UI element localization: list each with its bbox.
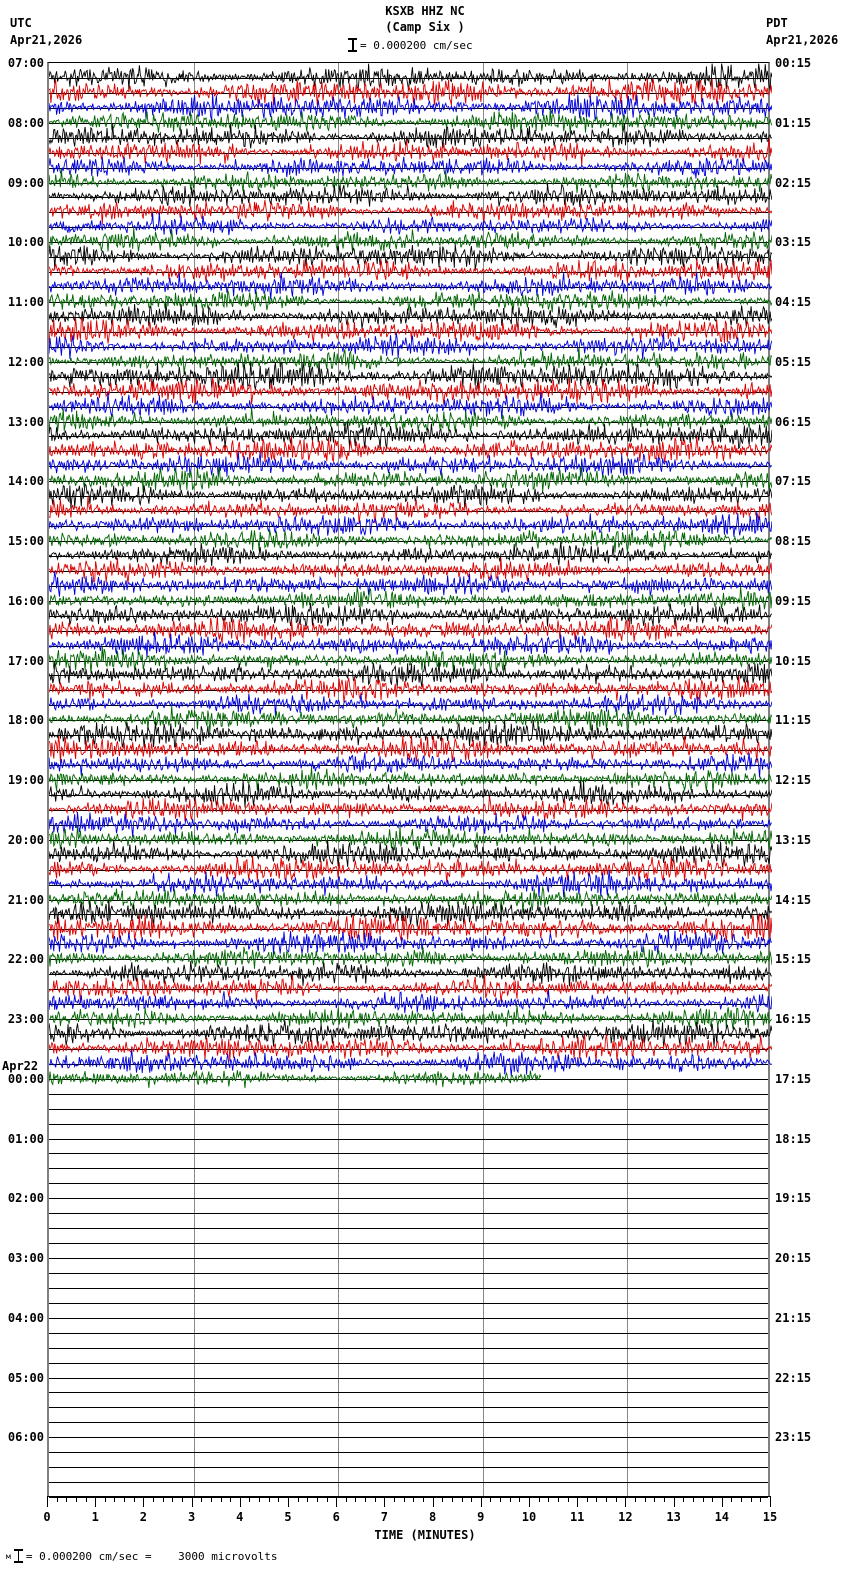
trace-baseline bbox=[49, 690, 768, 691]
trace-baseline bbox=[49, 840, 768, 841]
left-hour-label: 07:00 bbox=[7, 56, 44, 70]
left-hour-label: 17:00 bbox=[7, 653, 44, 668]
trace-baseline bbox=[49, 242, 768, 243]
trace-baseline bbox=[49, 108, 768, 109]
right-hour-label: 21:15 bbox=[775, 1310, 812, 1325]
trace-baseline bbox=[49, 1049, 768, 1050]
right-hour-label: 14:15 bbox=[775, 892, 812, 907]
left-hour-label: 13:00 bbox=[7, 414, 44, 429]
right-hour-label: 08:15 bbox=[775, 534, 812, 548]
trace-baseline bbox=[49, 332, 768, 333]
right-hour-label: 13:15 bbox=[775, 832, 812, 847]
station-subtitle: (Camp Six ) bbox=[385, 20, 465, 34]
footer-text: = 0.000200 cm/sec = 3000 microvolts bbox=[25, 1549, 278, 1563]
trace-baseline bbox=[49, 1363, 768, 1364]
right-hour-label: 11:15 bbox=[775, 713, 812, 728]
x-tick-minor bbox=[163, 1496, 164, 1502]
trace-baseline bbox=[49, 392, 768, 393]
x-tick-minor bbox=[57, 1496, 58, 1502]
x-tick-major bbox=[577, 1496, 578, 1507]
right-hour-label: 04:15 bbox=[775, 295, 812, 309]
x-tick-minor bbox=[394, 1496, 395, 1502]
trace-baseline bbox=[49, 914, 768, 915]
x-tick-minor bbox=[693, 1496, 694, 1502]
trace-baseline bbox=[49, 601, 768, 602]
x-tick-label: 5 bbox=[284, 1510, 292, 1524]
trace-baseline bbox=[49, 616, 768, 617]
trace-baseline bbox=[49, 422, 768, 423]
left-hour-label: 06:00 bbox=[7, 1430, 44, 1445]
trace-baseline bbox=[49, 1168, 768, 1169]
x-tick-minor bbox=[741, 1496, 742, 1502]
trace-baseline bbox=[49, 1213, 768, 1214]
left-hour-label: 19:00 bbox=[7, 773, 44, 787]
trace-baseline bbox=[49, 750, 768, 751]
trace-baseline bbox=[49, 407, 768, 408]
left-hour-label: 10:00 bbox=[7, 235, 44, 250]
trace-baseline bbox=[49, 481, 768, 482]
left-hour-label: 22:00 bbox=[7, 952, 44, 967]
trace-baseline bbox=[49, 466, 768, 467]
trace-baseline bbox=[49, 1467, 768, 1468]
x-tick-minor bbox=[471, 1496, 472, 1502]
x-tick-minor bbox=[490, 1496, 491, 1502]
x-tick-minor bbox=[616, 1496, 617, 1502]
trace-baseline bbox=[49, 795, 768, 796]
trace-baseline bbox=[49, 780, 768, 781]
trace-baseline bbox=[49, 1422, 768, 1423]
x-tick-minor bbox=[211, 1496, 212, 1502]
x-tick-minor bbox=[66, 1496, 67, 1502]
trace-baseline bbox=[49, 317, 768, 318]
trace-baseline bbox=[49, 1392, 768, 1393]
x-tick-label: 1 bbox=[91, 1510, 99, 1524]
left-timezone: UTC bbox=[10, 16, 32, 30]
x-tick-label: 3 bbox=[187, 1510, 196, 1524]
trace-baseline bbox=[49, 1198, 768, 1199]
x-tick-minor bbox=[182, 1496, 183, 1502]
x-tick-minor bbox=[664, 1496, 665, 1502]
x-tick-minor bbox=[307, 1496, 308, 1502]
x-tick-minor bbox=[317, 1496, 318, 1502]
right-hour-label: 23:15 bbox=[775, 1430, 812, 1445]
left-hour-label: 01:00 bbox=[7, 1131, 44, 1146]
x-tick-label: 15 bbox=[762, 1510, 778, 1524]
trace-baseline bbox=[49, 1139, 768, 1140]
trace-baseline bbox=[49, 1034, 768, 1035]
x-tick-major bbox=[240, 1496, 241, 1507]
trace-baseline bbox=[49, 1183, 768, 1184]
left-hour-label: 21:00 bbox=[7, 892, 44, 907]
x-tick-minor bbox=[404, 1496, 405, 1502]
x-tick-minor bbox=[124, 1496, 125, 1502]
trace-baseline bbox=[49, 1258, 768, 1259]
x-tick-minor bbox=[413, 1496, 414, 1502]
x-tick-minor bbox=[596, 1496, 597, 1502]
x-tick-major bbox=[481, 1496, 482, 1507]
scale-bar-text: = 0.000200 cm/sec bbox=[360, 38, 473, 52]
x-tick-minor bbox=[134, 1496, 135, 1502]
trace-baseline bbox=[49, 212, 768, 213]
right-hour-label: 17:15 bbox=[775, 1071, 812, 1086]
left-hour-label: 09:00 bbox=[7, 175, 44, 190]
trace-baseline bbox=[49, 138, 768, 139]
trace-baseline bbox=[49, 1318, 768, 1319]
left-hour-label: 23:00 bbox=[7, 1012, 44, 1026]
x-tick-minor bbox=[423, 1496, 424, 1502]
trace-baseline bbox=[49, 1124, 768, 1125]
right-hour-label: 16:15 bbox=[775, 1012, 812, 1026]
x-axis-title: TIME (MINUTES) bbox=[374, 1528, 476, 1542]
x-tick-minor bbox=[558, 1496, 559, 1502]
x-tick-minor bbox=[510, 1496, 511, 1502]
x-tick-major bbox=[433, 1496, 434, 1507]
x-tick-label: 6 bbox=[332, 1510, 340, 1524]
trace-baseline bbox=[49, 287, 768, 288]
x-axis-line bbox=[47, 1496, 770, 1497]
trace-baseline bbox=[49, 675, 768, 676]
x-tick-major bbox=[384, 1496, 385, 1507]
trace-baseline bbox=[49, 526, 768, 527]
x-tick-minor bbox=[548, 1496, 549, 1502]
trace-baseline bbox=[49, 272, 768, 273]
trace-baseline bbox=[49, 1497, 768, 1498]
left-hour-label: 00:00 bbox=[7, 1071, 44, 1086]
trace-baseline bbox=[49, 1153, 768, 1154]
trace-baseline bbox=[49, 183, 768, 184]
x-tick-minor bbox=[568, 1496, 569, 1502]
left-hour-label: 03:00 bbox=[7, 1251, 44, 1265]
x-tick-label: 13 bbox=[666, 1510, 681, 1524]
x-tick-label: 8 bbox=[428, 1510, 437, 1524]
trace-baseline bbox=[49, 929, 768, 930]
trace-baseline bbox=[49, 661, 768, 662]
x-tick-major bbox=[336, 1496, 337, 1507]
right-hour-label: 05:15 bbox=[775, 354, 812, 369]
x-tick-minor bbox=[346, 1496, 347, 1502]
x-tick-minor bbox=[712, 1496, 713, 1502]
trace-baseline bbox=[49, 720, 768, 721]
trace-baseline bbox=[49, 900, 768, 901]
trace-baseline bbox=[49, 1243, 768, 1244]
x-tick-major bbox=[625, 1496, 626, 1507]
x-tick-minor bbox=[442, 1496, 443, 1502]
trace-baseline bbox=[49, 1004, 768, 1005]
x-tick-minor bbox=[703, 1496, 704, 1502]
trace-baseline bbox=[49, 168, 768, 169]
footer-prefix: м bbox=[6, 1551, 11, 1561]
trace-baseline bbox=[49, 885, 768, 886]
trace-baseline bbox=[49, 1437, 768, 1438]
x-tick-minor bbox=[269, 1496, 270, 1502]
x-tick-minor bbox=[86, 1496, 87, 1502]
trace-baseline bbox=[49, 227, 768, 228]
trace-baseline bbox=[49, 362, 768, 363]
trace-baseline bbox=[49, 1407, 768, 1408]
trace-baseline bbox=[49, 1094, 768, 1095]
x-tick-major bbox=[770, 1496, 771, 1507]
right-hour-label: 20:15 bbox=[775, 1251, 812, 1265]
trace-baseline bbox=[49, 1303, 768, 1304]
trace-baseline bbox=[49, 855, 768, 856]
trace-baseline bbox=[49, 451, 768, 452]
x-tick-label: 7 bbox=[380, 1510, 389, 1524]
x-tick-minor bbox=[751, 1496, 752, 1502]
trace-baseline bbox=[49, 1348, 768, 1349]
x-tick-minor bbox=[365, 1496, 366, 1502]
trace-baseline bbox=[49, 1288, 768, 1289]
trace-baseline bbox=[49, 870, 768, 871]
trace-baseline bbox=[49, 765, 768, 766]
x-tick-minor bbox=[606, 1496, 607, 1502]
right-hour-label: 02:15 bbox=[775, 175, 812, 190]
trace-baseline bbox=[49, 1482, 768, 1483]
left-hour-label: 12:00 bbox=[7, 354, 44, 369]
x-tick-minor bbox=[519, 1496, 520, 1502]
left-date: Apr21,2026 bbox=[10, 33, 83, 47]
x-tick-minor bbox=[76, 1496, 77, 1502]
right-hour-label: 07:15 bbox=[775, 474, 812, 489]
trace-baseline bbox=[49, 810, 768, 811]
x-tick-label: 14 bbox=[714, 1510, 730, 1524]
trace-baseline bbox=[49, 989, 768, 990]
x-tick-minor bbox=[731, 1496, 732, 1502]
trace-baseline bbox=[49, 571, 768, 572]
x-tick-label: 4 bbox=[236, 1510, 244, 1524]
footer-scale-note bbox=[6, 1549, 278, 1563]
trace-baseline bbox=[49, 93, 768, 94]
left-hour-label: 20:00 bbox=[7, 832, 44, 847]
trace-baseline bbox=[49, 347, 768, 348]
scale-bar-icon bbox=[348, 38, 357, 52]
trace-baseline bbox=[49, 974, 768, 975]
trace-baseline bbox=[49, 541, 768, 542]
trace-baseline bbox=[49, 705, 768, 706]
x-tick-major bbox=[47, 1496, 48, 1507]
right-hour-label: 03:15 bbox=[775, 235, 812, 250]
trace-baseline bbox=[49, 1064, 768, 1065]
x-tick-minor bbox=[105, 1496, 106, 1502]
x-tick-minor bbox=[230, 1496, 231, 1502]
left-hour-label: 11:00 bbox=[7, 295, 44, 309]
right-hour-label: 12:15 bbox=[775, 773, 812, 787]
x-tick-major bbox=[143, 1496, 144, 1507]
left-hour-label: 04:00 bbox=[7, 1310, 44, 1325]
x-tick-minor bbox=[760, 1496, 761, 1502]
trace-baseline bbox=[49, 377, 768, 378]
right-hour-label: 06:15 bbox=[775, 414, 812, 429]
x-tick-major bbox=[192, 1496, 193, 1507]
trace-baseline bbox=[49, 1273, 768, 1274]
x-tick-minor bbox=[114, 1496, 115, 1502]
helicorder-plot[interactable] bbox=[47, 62, 770, 1496]
x-tick-minor bbox=[539, 1496, 540, 1502]
trace-baseline bbox=[49, 1079, 768, 1080]
day-break-label: Apr22 bbox=[2, 1058, 39, 1073]
x-tick-minor bbox=[645, 1496, 646, 1502]
x-tick-minor bbox=[375, 1496, 376, 1502]
x-tick-label: 2 bbox=[139, 1510, 148, 1524]
x-tick-minor bbox=[298, 1496, 299, 1502]
scale-bar-legend bbox=[348, 38, 473, 52]
trace-baseline bbox=[49, 436, 768, 437]
trace-baseline bbox=[49, 631, 768, 632]
trace-baseline bbox=[49, 78, 768, 79]
trace-baseline bbox=[49, 825, 768, 826]
x-tick-minor bbox=[452, 1496, 453, 1502]
left-hour-label: 08:00 bbox=[7, 115, 44, 130]
left-hour-label: 14:00 bbox=[7, 474, 44, 489]
trace-baseline bbox=[49, 646, 768, 647]
x-tick-minor bbox=[278, 1496, 279, 1502]
right-hour-label: 00:15 bbox=[775, 56, 812, 70]
trace-baseline bbox=[49, 302, 768, 303]
x-tick-major bbox=[722, 1496, 723, 1507]
trace-baseline bbox=[49, 1378, 768, 1379]
x-tick-minor bbox=[153, 1496, 154, 1502]
trace-baseline bbox=[49, 197, 768, 198]
x-tick-major bbox=[674, 1496, 675, 1507]
x-tick-minor bbox=[683, 1496, 684, 1502]
trace-baseline bbox=[49, 123, 768, 124]
right-date: Apr21,2026 bbox=[766, 33, 839, 47]
x-tick-minor bbox=[587, 1496, 588, 1502]
right-timezone: PDT bbox=[766, 16, 788, 30]
footer-scale-icon bbox=[14, 1549, 23, 1563]
trace-baseline bbox=[49, 153, 768, 154]
x-tick-minor bbox=[462, 1496, 463, 1502]
x-tick-minor bbox=[500, 1496, 501, 1502]
right-hour-label: 19:15 bbox=[775, 1191, 812, 1206]
right-hour-label: 01:15 bbox=[775, 115, 812, 130]
left-hour-label: 02:00 bbox=[7, 1191, 44, 1206]
x-tick-label: 0 bbox=[43, 1510, 51, 1524]
x-tick-major bbox=[95, 1496, 96, 1507]
trace-baseline bbox=[49, 511, 768, 512]
right-hour-label: 09:15 bbox=[775, 593, 812, 608]
left-hour-label: 16:00 bbox=[7, 593, 44, 608]
trace-baseline bbox=[49, 257, 768, 258]
x-tick-major bbox=[288, 1496, 289, 1507]
right-hour-label: 10:15 bbox=[775, 653, 812, 668]
trace-baseline bbox=[49, 1333, 768, 1334]
x-tick-minor bbox=[355, 1496, 356, 1502]
trace-baseline bbox=[49, 735, 768, 736]
trace-baseline bbox=[49, 944, 768, 945]
trace-baseline bbox=[49, 496, 768, 497]
left-hour-label: 05:00 bbox=[7, 1370, 44, 1385]
x-tick-label: 11 bbox=[569, 1510, 585, 1524]
trace-baseline bbox=[49, 959, 768, 960]
right-hour-label: 22:15 bbox=[775, 1370, 812, 1385]
x-tick-minor bbox=[249, 1496, 250, 1502]
x-tick-major bbox=[529, 1496, 530, 1507]
trace-baseline bbox=[49, 1228, 768, 1229]
left-hour-label: 15:00 bbox=[7, 534, 44, 548]
right-hour-label: 18:15 bbox=[775, 1131, 812, 1146]
trace-baseline bbox=[49, 1019, 768, 1020]
x-tick-label: 12 bbox=[618, 1510, 633, 1524]
x-tick-minor bbox=[172, 1496, 173, 1502]
x-tick-minor bbox=[201, 1496, 202, 1502]
x-tick-minor bbox=[654, 1496, 655, 1502]
x-tick-minor bbox=[259, 1496, 260, 1502]
x-tick-label: 10 bbox=[521, 1510, 537, 1524]
x-tick-minor bbox=[327, 1496, 328, 1502]
right-hour-label: 15:15 bbox=[775, 952, 812, 967]
left-hour-label: 18:00 bbox=[7, 713, 44, 728]
station-title: KSXB HHZ NC bbox=[385, 4, 465, 18]
x-tick-label: 9 bbox=[477, 1510, 485, 1524]
trace-baseline bbox=[49, 1452, 768, 1453]
trace-baseline bbox=[49, 1109, 768, 1110]
trace-baseline bbox=[49, 556, 768, 557]
x-tick-minor bbox=[635, 1496, 636, 1502]
x-tick-minor bbox=[221, 1496, 222, 1502]
trace-baseline bbox=[49, 586, 768, 587]
